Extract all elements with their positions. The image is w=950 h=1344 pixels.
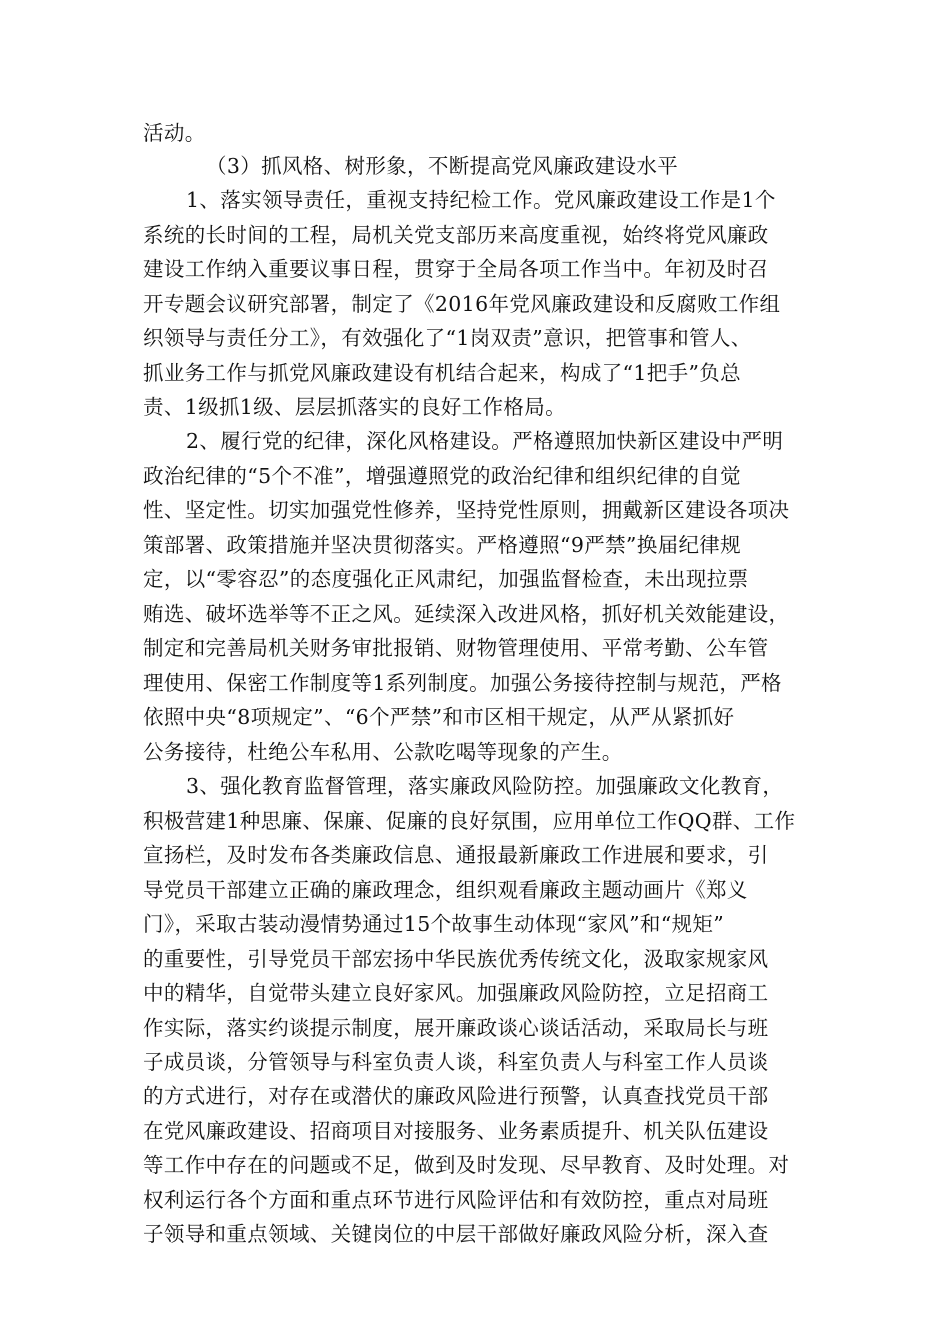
- text-line: 建设工作纳入重要议事日程，贯穿于全局各项工作当中。年初及时召: [143, 257, 769, 281]
- text-line: 制定和完善局机关财务审批报销、财物管理使用、平常考勤、公车管: [143, 636, 769, 660]
- text-line: 政治纪律的“5个不准”，增强遵照党的政治纪律和组织纪律的自觉: [143, 464, 742, 488]
- text-line: 权利运行各个方面和重点环节进行风险评估和有效防控，重点对局班: [143, 1188, 769, 1212]
- text-line: 定，以“零容忍”的态度强化正风肃纪，加强监督检查，未出现拉票: [143, 567, 749, 591]
- text-line: 子领导和重点领域、关键岗位的中层干部做好廉政风险分析，深入查: [143, 1222, 769, 1246]
- text-line: 导党员干部建立正确的廉政理念，组织观看廉政主题动画片《郑义: [143, 878, 748, 902]
- text-line: 活动。: [143, 121, 206, 145]
- paragraph-1-first-line: 1、落实领导责任，重视支持纪检工作。党风廉政建设工作是1个: [186, 188, 776, 212]
- text-line: 子成员谈，分管领导与科室负责人谈，科室负责人与科室工作人员谈: [143, 1050, 769, 1074]
- text-line: 门》，采取古装动漫情势通过15个故事生动体现“家风”和“规矩”: [143, 912, 725, 936]
- text-line: 的重要性，引导党员干部宏扬中华民族优秀传统文化，汲取家规家风: [143, 947, 769, 971]
- text-line: 策部署、政策措施并坚决贯彻落实。严格遵照“9严禁”换届纪律规: [143, 533, 742, 557]
- text-line: 作实际，落实约谈提示制度，展开廉政谈心谈话活动，采取局长与班: [143, 1016, 769, 1040]
- text-line: 贿选、破坏选举等不正之风。延续深入改进风格，抓好机关效能建设，: [143, 602, 790, 626]
- text-line: 公务接待，杜绝公车私用、公款吃喝等现象的产生。: [143, 740, 623, 764]
- text-line: 性、坚定性。切实加强党性修养，坚持党性原则，拥戴新区建设各项决: [143, 498, 790, 522]
- text-line: 积极营建1种思廉、保廉、促廉的良好氛围，应用单位工作QQ群、工作: [143, 809, 796, 833]
- text-line: 抓业务工作与抓党风廉政建设有机结合起来，构成了“1把手”负总: [143, 361, 742, 385]
- text-line: 的方式进行，对存在或潜伏的廉政风险进行预警，认真查找党员干部: [143, 1084, 769, 1108]
- text-line: 中的精华，自觉带头建立良好家风。加强廉政风险防控，立足招商工: [143, 981, 769, 1005]
- paragraph-2-first-line: 2、履行党的纪律，深化风格建设。严格遵照加快新区建设中严明: [186, 429, 784, 453]
- text-line: 织领导与责任分工》，有效强化了“1岗双责”意识，把管事和管人、: [143, 326, 752, 350]
- text-line: 在党风廉政建设、招商项目对接服务、业务素质提升、机关队伍建设: [143, 1119, 769, 1143]
- text-line: 依照中央“8项规定”、“6个严禁”和市区相干规定，从严从紧抓好: [143, 705, 735, 729]
- text-line: 宣扬栏，及时发布各类廉政信息、通报最新廉政工作进展和要求，引: [143, 843, 769, 867]
- paragraph-3-first-line: 3、强化教育监督管理，落实廉政风险防控。加强廉政文化教育，: [186, 774, 784, 798]
- text-line: 开专题会议研究部署，制定了《2016年党风廉政建设和反腐败工作组: [143, 292, 781, 316]
- text-line: 责、1级抓1级、层层抓落实的良好工作格局。: [143, 395, 566, 419]
- text-line: 等工作中存在的问题或不足，做到及时发现、尽早教育、及时处理。对: [143, 1153, 790, 1177]
- text-line: 理使用、保密工作制度等1系列制度。加强公务接待控制与规范，严格: [143, 671, 782, 695]
- text-line: 系统的长时间的工程，局机关党支部历来高度重视，始终将党风廉政: [143, 223, 769, 247]
- section-heading: （3）抓风格、树形象，不断提高党风廉政建设水平: [206, 154, 679, 178]
